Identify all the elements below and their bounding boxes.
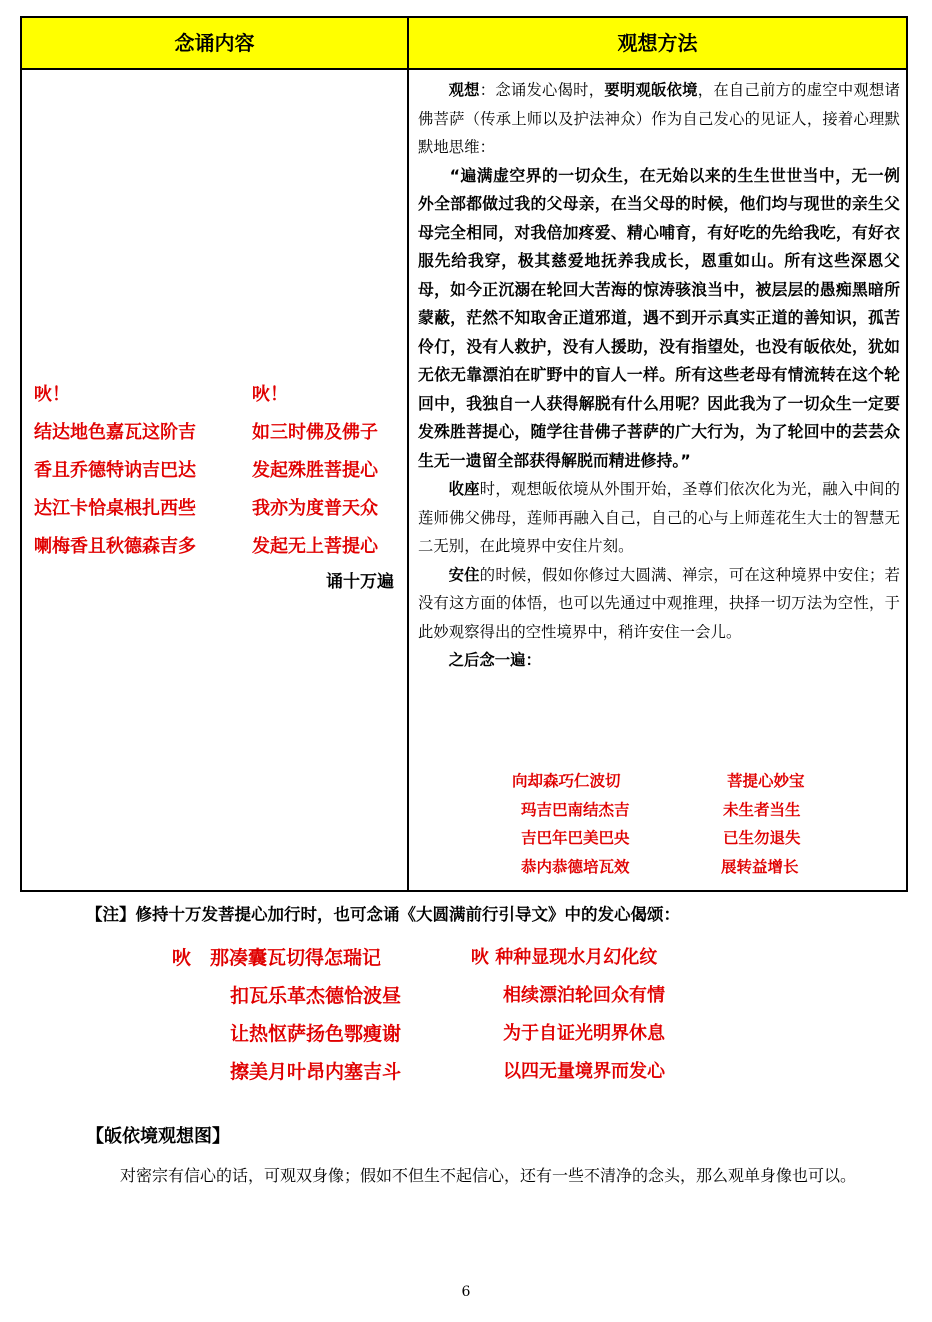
mantra-line: 我亦为度普天众 (252, 498, 378, 519)
mantra-line: 发起殊胜菩提心 (252, 460, 378, 481)
repeat-count-note: 诵十万遍 (326, 572, 394, 592)
mantra-line: 喇梅香且秋德森吉多 (34, 536, 196, 557)
mantra-line: 如三时佛及佛子 (252, 422, 378, 443)
aspiration-verse-tibetan (172, 939, 401, 1091)
dissolution-paragraph: 收座时，观想皈依境从外围开始，圣尊们依次化为光，融入中间的莲师佛父佛母，莲师再融入自己，自己的心与上师莲花生大士的智慧无二无别，在此境界中安住片刻。 (418, 480, 901, 555)
mantra-line: 达江卡恰桌根扎西些 (34, 498, 196, 519)
practice-table (20, 16, 908, 892)
note-line: 【注】修持十万发菩提心加行时，也可念诵《大圆满前行引导文》中的发心偈颂： (86, 905, 680, 924)
visualization-text (418, 76, 900, 675)
verse-line: 以四无量境界而发心 (503, 1061, 665, 1082)
verse-line: 为于自证光明界休息 (503, 1023, 665, 1044)
verse-line: 相续漂泊轮回众有情 (503, 985, 665, 1006)
verse-line: 吙 种种显现水月幻化纹 (471, 947, 658, 968)
header-recitation: 念诵内容 (174, 31, 255, 55)
verse-line-chinese: 未生者当生 (723, 800, 801, 819)
mantra-line: 香且乔德特讷吉巴达 (34, 460, 196, 481)
bodhicitta-verse (512, 767, 892, 881)
verse-line-chinese: 菩提心妙宝 (727, 772, 805, 790)
abiding-paragraph: 安住的时候，假如你修过大圆满、禅宗，可在这种境界中安住；若没有这方面的体悟，也可以先通过中观推理，抉择一切万法为空性，于此妙观察得出的空性境界中，稍许安住一会儿。 (418, 565, 901, 641)
verse-line: 让热怄萨扬色鄂瘦谢 (230, 1023, 402, 1045)
recite-once-label: 之后念一遍： (448, 651, 541, 669)
label-abide: 安住 (448, 565, 480, 584)
label-conclude: 收座 (448, 480, 480, 498)
table-header-row (22, 18, 906, 70)
mantra-chinese-column (252, 376, 378, 566)
label-visualize: 观想 (448, 81, 480, 99)
verse-line-tibetan: 恭内恭德培瓦效 (521, 857, 630, 876)
header-visualization: 观想方法 (617, 31, 698, 55)
verse-line-tibetan: 吉巴年巴美巴央 (521, 829, 630, 847)
body-paragraph: 对密宗有信心的话，可观双身像；假如不但生不起信心，还有一些不清净的念头，那么观单身像也可以。 (120, 1166, 857, 1185)
verse-line-chinese: 展转益增长 (721, 857, 799, 876)
verse-line-tibetan: 向却森巧仁波切 (512, 772, 621, 790)
verse-line-chinese: 已生勿退失 (723, 829, 801, 847)
verse-line: 擦美月叶昂内塞吉斗 (230, 1061, 402, 1083)
page-number: 6 (461, 1284, 471, 1300)
contemplation-paragraph: “遍满虚空界的一切众生，在无始以来的生生世世当中，无一例外全部都做过我的父母亲，在当父母的时候，他们均与现世的亲生父母完全相同，对我倍加疼爱、精心哺育，有好吃的先给我吃，有好衣服先给我穿，极其慈爱地抚养我成长，恩重如山。所有这些深恩父母，如今正沉溺在轮回大苦海的惊涛骇浪当中，被层层的愚痴黑暗所蒙蔽，茫然不知取舍正道邪道，遇不到开示真实正道的善知识，孤苦伶仃，没有人救护，没有人援助，没有指望处，也没有皈依处，犹如无依无靠漂泊在旷野中的盲人一样。所有这些老母有情流转在这个轮回中，我独自一人获得解脱有什么用呢？因此我为了一切众生一定要发殊胜菩提心，随学往昔佛子菩萨的广大行为，为了轮回中的芸芸众生无一遗留全部获得解脱而精进修持。” (418, 165, 900, 470)
mantra-line: 吙！ (34, 384, 70, 405)
mantra-line: 结达地色嘉瓦这阶吉 (34, 422, 196, 443)
aspiration-verse-chinese (471, 939, 665, 1091)
mantra-line: 吙！ (252, 384, 288, 405)
section-title: 【皈依境观想图】 (86, 1126, 230, 1147)
verse-line: 吙 那凑囊瓦切得怎瑞记 (172, 947, 382, 969)
mantra-line: 发起无上菩提心 (252, 536, 378, 557)
mantra-tibetan-column (34, 376, 196, 566)
verse-line: 扣瓦乐革杰德恰波昼 (230, 985, 402, 1007)
column-divider (407, 18, 409, 890)
verse-line-tibetan: 玛吉巴南结杰吉 (521, 800, 630, 819)
visualization-paragraph: 观想：念诵发心偈时，要明观皈依境，在自己前方的虚空中观想诸佛菩萨（传承上师以及护法神众）作为自己发心的见证人，接着心理默默地思维： (418, 81, 901, 156)
